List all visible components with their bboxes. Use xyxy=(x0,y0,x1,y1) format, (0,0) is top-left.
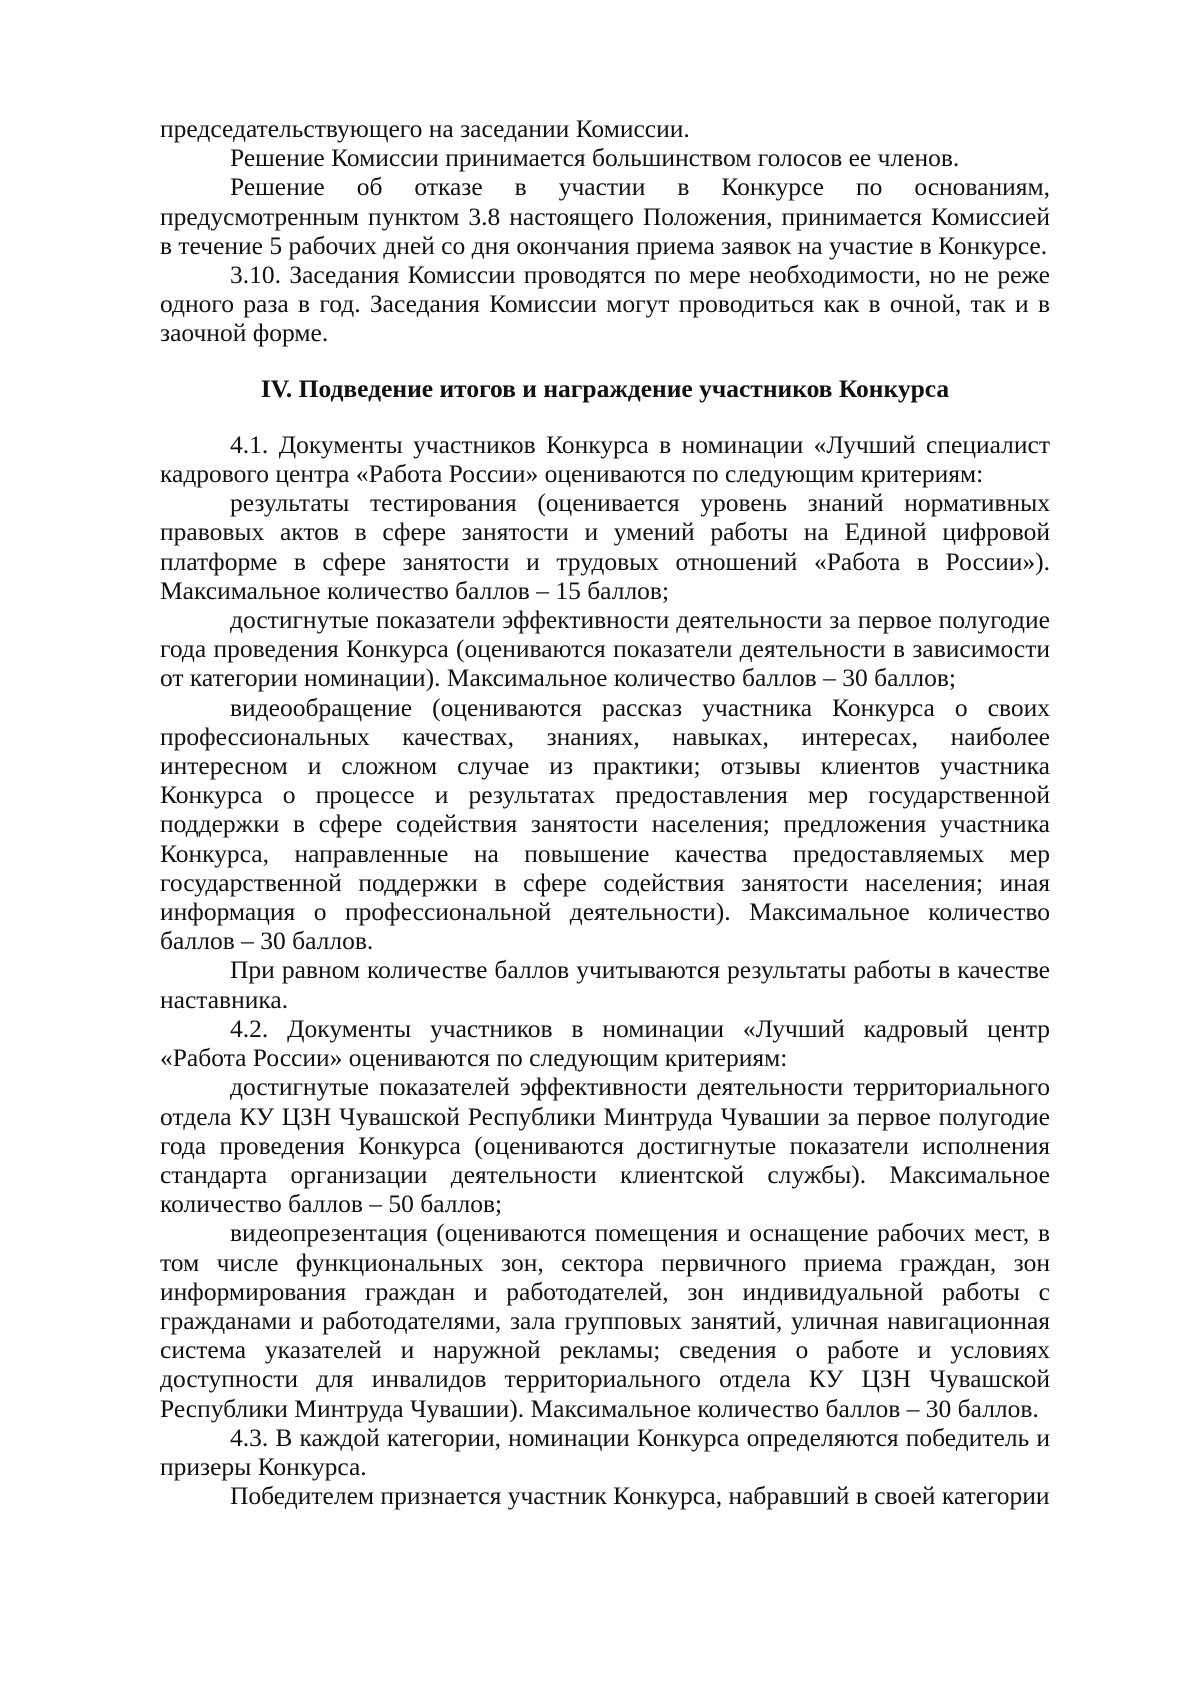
paragraph: При равном количестве баллов учитываются результаты работы в качестве наставника. xyxy=(160,955,1050,1014)
document-page xyxy=(160,114,1050,1510)
paragraph: результаты тестирования (оценивается уровень знаний нормативных правовых актов в сфере занятости и умений работы на Единой цифровой платформе в сфере занятости и трудовых отношений «Работа в России»). Максимальное количество баллов – 15 баллов; xyxy=(160,488,1050,605)
paragraph: Решение об отказе в участии в Конкурсе по основаниям, предусмотренным пунктом 3.8 настоящего Положения, принимается Комиссией в течение 5 рабочих дней со дня окончания приема заявок на участие в Конкурсе. xyxy=(160,172,1050,260)
paragraph: 4.1. Документы участников Конкурса в номинации «Лучший специалист кадрового центра «Работа России» оцениваются по следующим критериям: xyxy=(160,429,1050,489)
paragraph: достигнутые показатели эффективности деятельности за первое полугодие года проведения Конкурса (оцениваются показатели деятельности в зависимости от категории номинации). Максимальное количество баллов – 30 баллов; xyxy=(160,605,1050,693)
paragraph: достигнутые показателей эффективности деятельности территориального отдела КУ ЦЗН Чувашской Республики Минтруда Чувашии за первое полугодие года проведения Конкурса (оцениваются достигнутые показатели исполнения стандарта организации деятельности клиентской службы). Максимальное количество баллов – 50 баллов; xyxy=(160,1072,1050,1219)
paragraph: 3.10. Заседания Комиссии проводятся по мере необходимости, но не реже одного раза в год. Заседания Комиссии могут проводиться как в очной, так и в заочной форме. xyxy=(160,260,1050,348)
paragraph: председательствующего на заседании Комиссии. xyxy=(160,114,690,143)
paragraph: видеообращение (оцениваются рассказ участника Конкурса о своих профессиональных качествах, знаниях, навыках, интересах, наиболее интересном и сложном случае из практики; отзывы клиентов участника Конкурса о процессе и результатах предоставления мер государственной поддержки в сфере содействия занятости населения; предложения участника Конкурса, направленные на повышение качества предоставляемых мер государственной поддержки в сфере содействия занятости населения; иная информация о профессиональной деятельности). Максимальное количество баллов – 30 баллов. xyxy=(160,692,1050,956)
paragraph: видеопрезентация (оцениваются помещения и оснащение рабочих мест, в том числе функциональных зон, сектора первичного приема граждан, зон информирования граждан и работодателей, зон индивидуальной работы с гражданами и работодателями, зала групповых занятий, уличная навигационная система указателей и наружной рекламы; сведения о работе и условиях доступности для инвалидов территориального отдела КУ ЦЗН Чувашской Республики Минтруда Чувашии). Максимальное количество баллов – 30 баллов. xyxy=(160,1218,1050,1423)
paragraph: 4.2. Документы участников в номинации «Лучший кадровый центр «Работа России» оцениваются по следующим критериям: xyxy=(160,1013,1050,1073)
paragraph: 4.3. В каждой категории, номинации Конкурса определяются победитель и призеры Конкурса. xyxy=(160,1422,1050,1481)
paragraph: Победителем признается участник Конкурса, набравший в своей категории xyxy=(230,1481,1050,1511)
section-heading: IV. Подведение итогов и награждение участников Конкурса xyxy=(260,373,950,403)
paragraph: Решение Комиссии принимается большинством голосов ее членов. xyxy=(230,143,960,173)
